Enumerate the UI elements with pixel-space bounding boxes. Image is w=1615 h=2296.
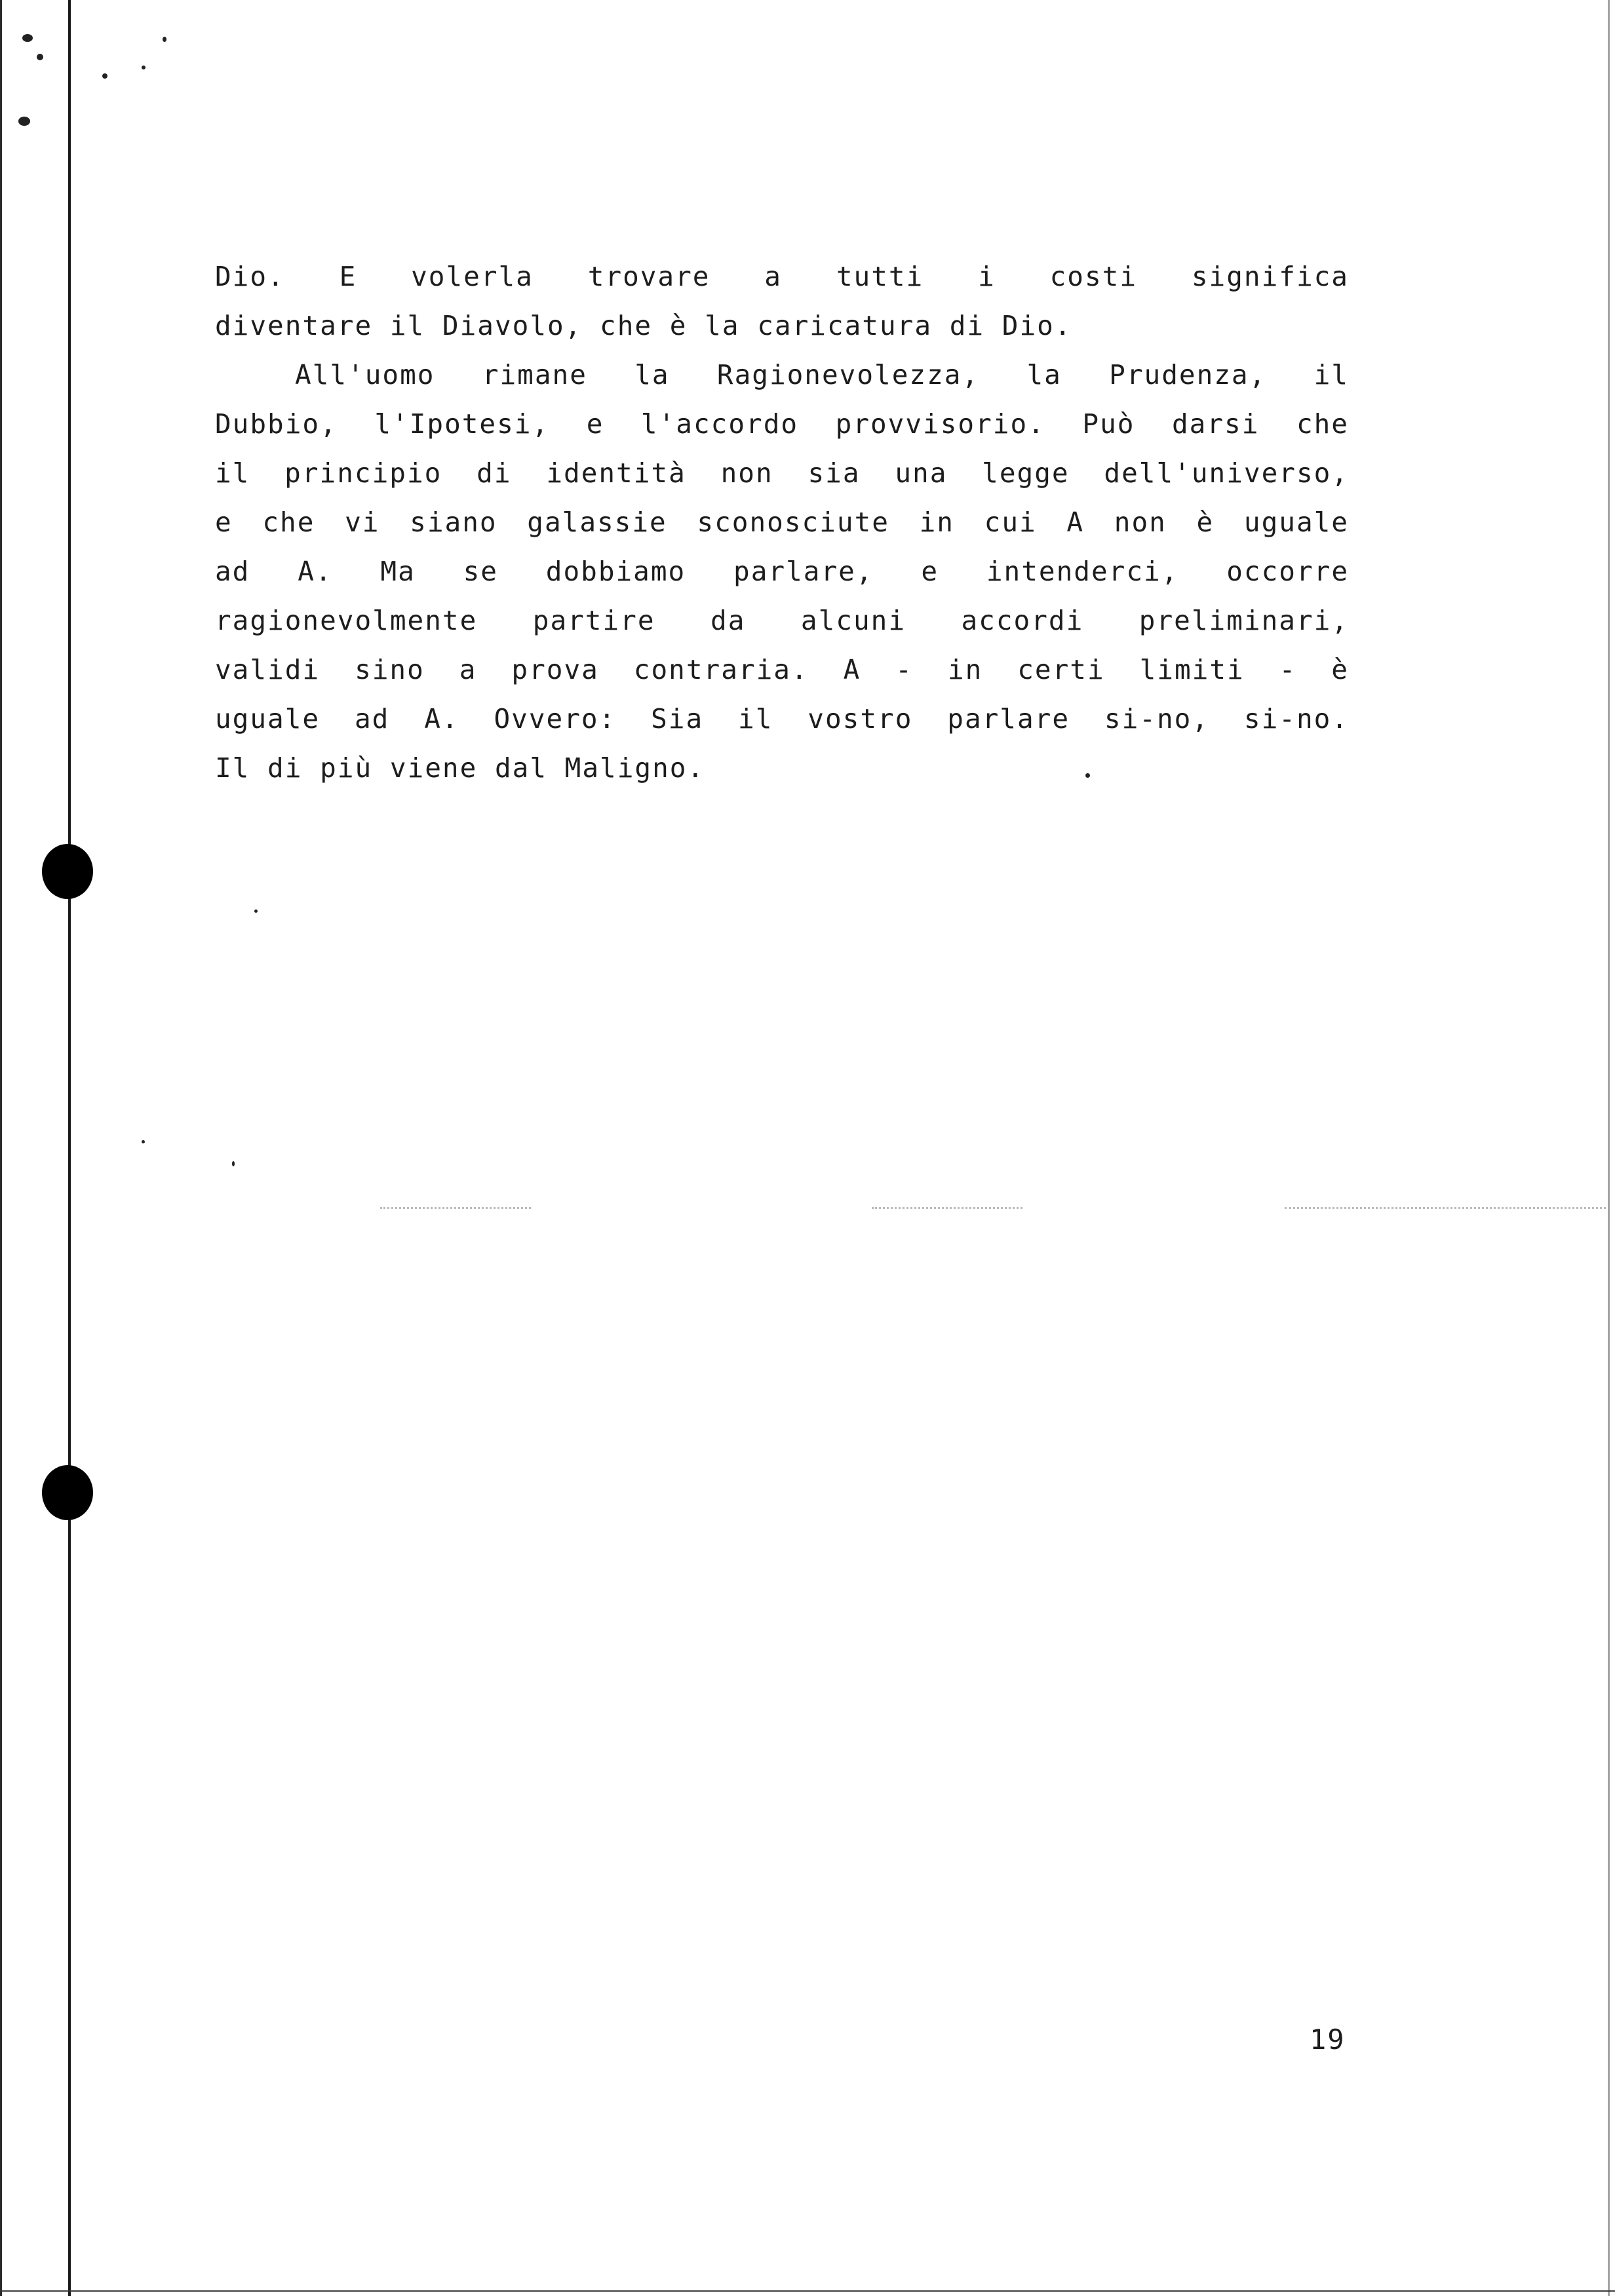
scan-speck [18,117,30,126]
scan-speck [142,1140,145,1143]
bottom-page-edge [0,2290,1615,2292]
scan-artifact-rule [1285,1207,1606,1209]
body-text [215,252,1349,793]
text-line: ad A. Ma se dobbiamo parlare, e intenderci, occorre [215,556,1349,587]
page-number: 19 [1310,2023,1346,2056]
punch-hole-bottom [42,1465,93,1520]
text-line: ragionevolmente partire da alcuni accordi preliminari, [215,605,1349,636]
text-line: diventare il Diavolo, che è la caricatura di Dio. [215,310,1072,341]
binding-margin-line [68,0,71,2296]
scan-speck [254,909,258,913]
scan-speck [142,66,146,69]
text-line: All'uomo rimane la Ragionevolezza, la Prudenza, il [295,359,1349,391]
paragraph-2 [215,351,1349,793]
scan-artifact-rule [380,1207,531,1209]
punch-hole-top [42,844,93,899]
text-line: Dio. E volerla trovare a tutti i costi significa [215,261,1349,292]
right-page-edge [1608,0,1610,2296]
paragraph-1 [215,252,1349,351]
text-line: uguale ad A. Ovvero: Sia il vostro parlare si-no, si-no. [215,703,1349,735]
scan-speck [232,1161,235,1166]
text-line: validi sino a prova contraria. A - in certi limiti - è [215,654,1349,685]
text-line: il principio di identità non sia una legge dell'universo, [215,457,1349,489]
text-line: e che vi siano galassie sconosciute in cui A non è uguale [215,507,1349,538]
text-line: Dubbio, l'Ipotesi, e l'accordo provvisorio. Può darsi che [215,408,1349,440]
text-line: Il di più viene dal Maligno. [215,752,705,784]
scan-speck [37,54,43,60]
scan-artifact-rule [872,1207,1022,1209]
scan-speck [163,37,166,42]
scan-speck [22,34,33,42]
scan-speck [102,73,107,79]
left-page-edge [0,0,2,2296]
